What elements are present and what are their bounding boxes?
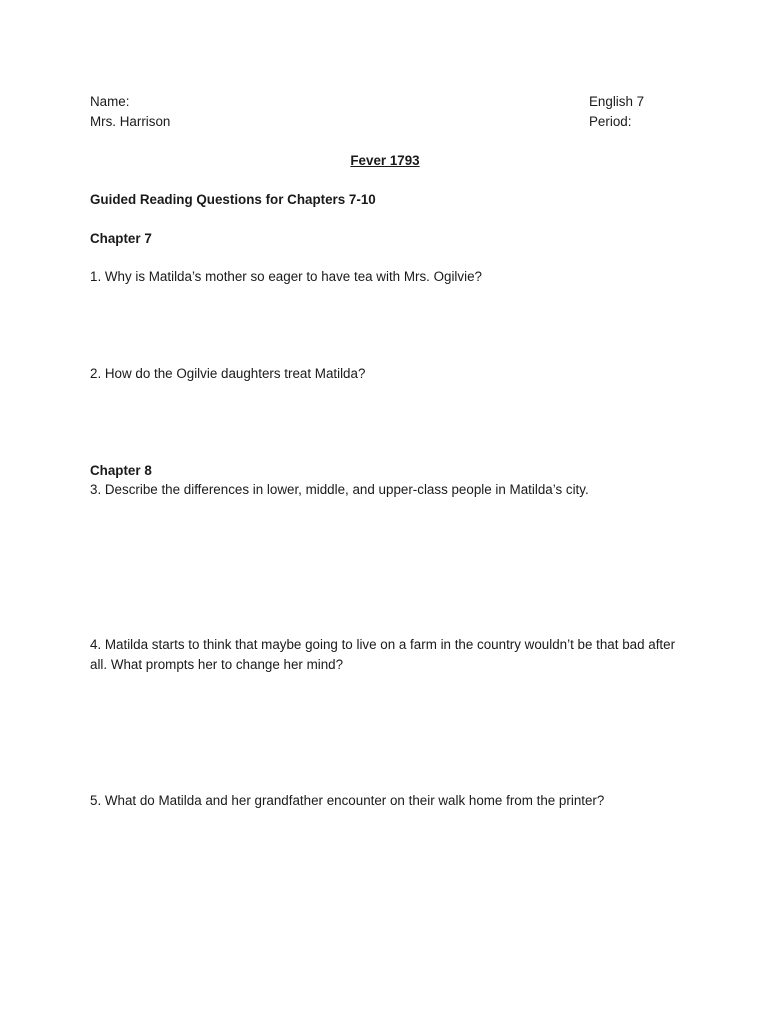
question-4: 4. Matilda starts to think that maybe going to live on a farm in the country wouldn’t be that bad after all. What prompts her to change her mind? [90, 637, 676, 672]
document-title: Fever 1793 [350, 153, 420, 168]
period-label: Period: [589, 114, 632, 129]
chapter-heading: Chapter 7 [90, 231, 152, 246]
question-3: 3. Describe the differences in lower, middle, and upper-class people in Matilda’s city. [90, 482, 589, 497]
document-subtitle: Guided Reading Questions for Chapters 7-10 [90, 192, 376, 207]
chapter-heading: Chapter 8 [90, 463, 152, 478]
question-5: 5. What do Matilda and her grandfather encounter on their walk home from the printer? [90, 793, 605, 808]
question-2: 2. How do the Ogilvie daughters treat Matilda? [90, 366, 366, 381]
teacher-name: Mrs. Harrison [90, 114, 171, 129]
class-name: English 7 [589, 94, 645, 109]
name-label: Name: [90, 94, 130, 109]
question-1: 1. Why is Matilda’s mother so eager to have tea with Mrs. Ogilvie? [90, 269, 482, 284]
